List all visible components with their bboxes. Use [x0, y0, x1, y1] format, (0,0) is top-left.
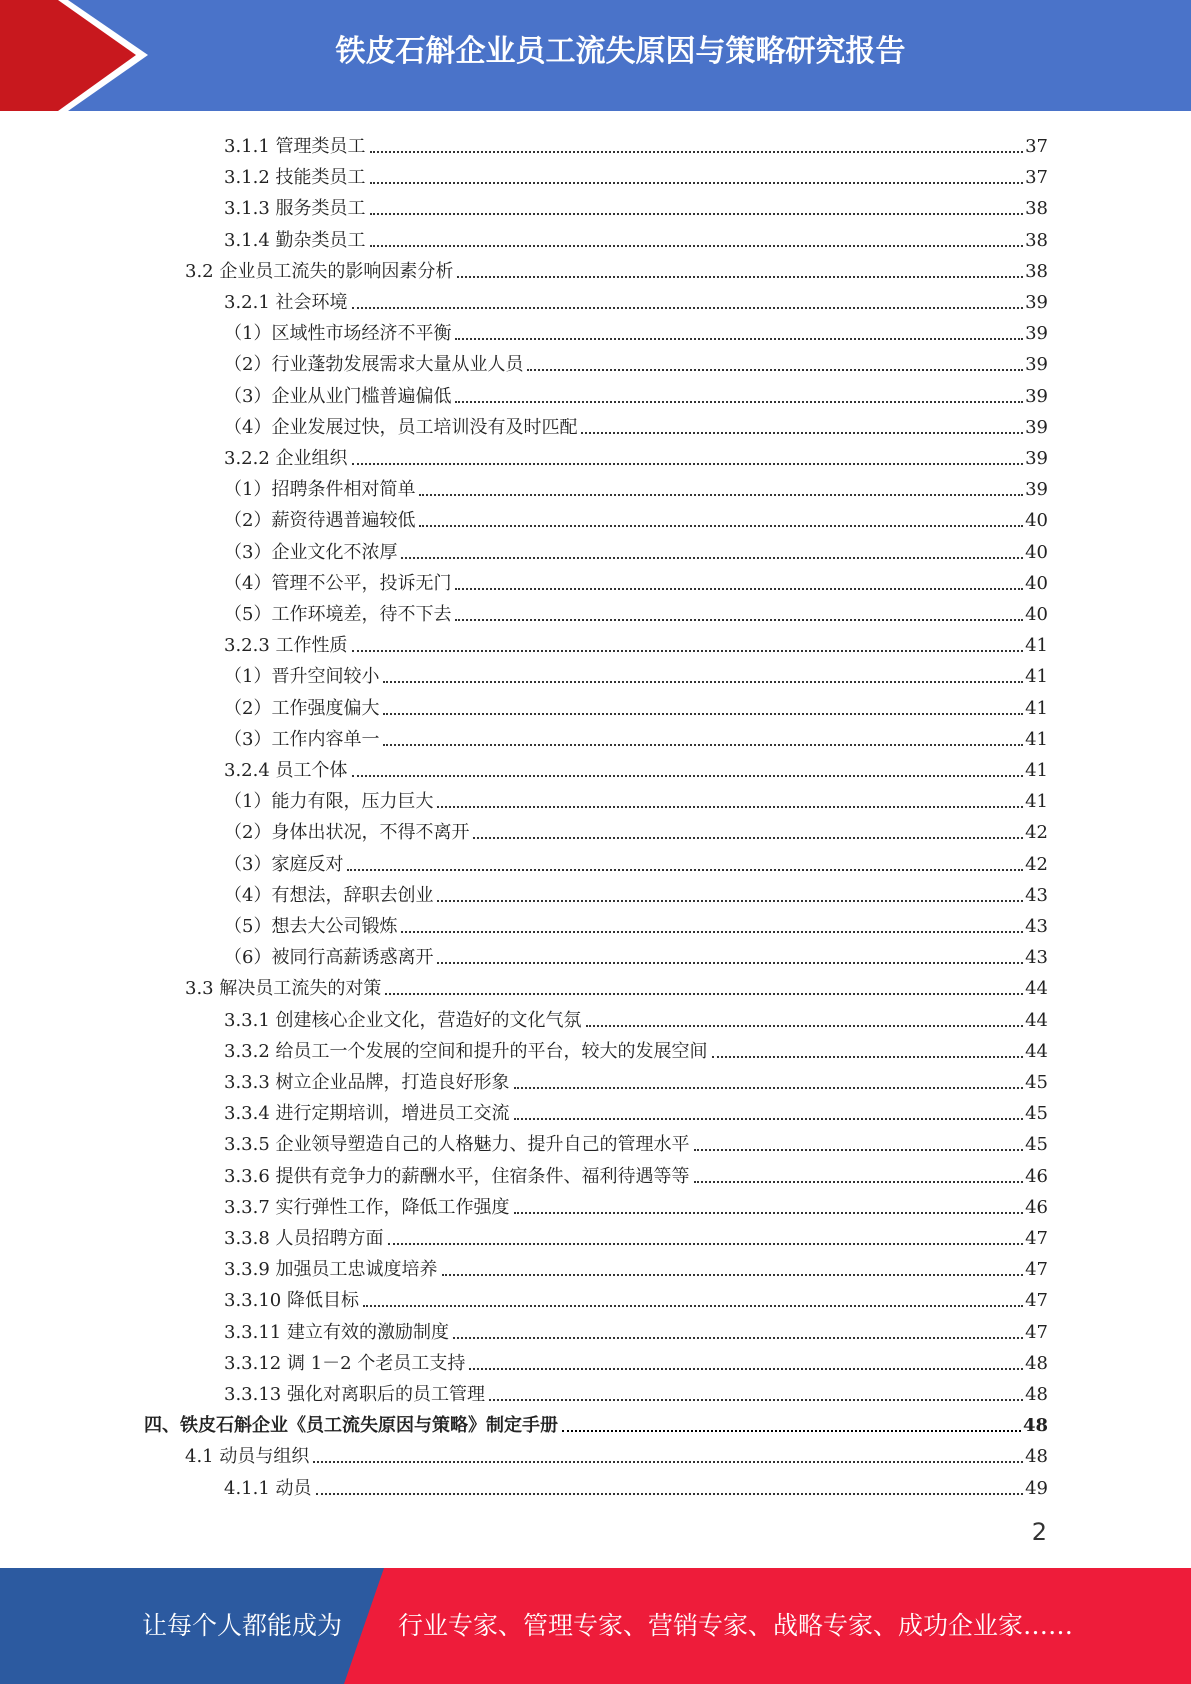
toc-entry-page: 38 — [1025, 229, 1048, 251]
toc-entry-label: （6）被同行高薪诱惑离开 — [224, 947, 434, 969]
toc-entry[interactable] — [224, 471, 1048, 501]
toc-entry[interactable] — [224, 627, 1048, 657]
toc-entry-label: 四、铁皮石斛企业《员工流失原因与策略》制定手册 — [144, 1415, 558, 1437]
toc-entry-label: 3.2.2 企业组织 — [224, 448, 348, 469]
toc-entry-page: 40 — [1025, 572, 1048, 594]
toc-entry-page: 48 — [1025, 1446, 1048, 1468]
toc-entry-page: 43 — [1025, 884, 1048, 906]
toc-entry-label: （2）薪资待遇普遍较低 — [224, 510, 416, 532]
toc-entry[interactable] — [224, 877, 1048, 907]
toc-entry-label: 3.3.11 建立有效的激励制度 — [224, 1321, 449, 1343]
toc-entry-label: 3.3.12 调 1－2 个老员工支持 — [224, 1352, 466, 1374]
toc-entry-page: 39 — [1025, 323, 1048, 345]
toc-entry[interactable] — [185, 1438, 1048, 1468]
toc-entry[interactable] — [224, 440, 1048, 470]
toc-entry-page: 47 — [1025, 1259, 1048, 1281]
footer-slogan-left: 让每个人都能成为 — [142, 1611, 343, 1640]
toc-entry[interactable] — [224, 378, 1048, 408]
toc-entry[interactable] — [224, 690, 1048, 720]
toc-entry-page: 41 — [1025, 760, 1048, 781]
toc-leader-dots — [352, 775, 1024, 777]
toc-leader-dots — [352, 463, 1024, 465]
toc-entry-label: （4）有想法，辞职去创业 — [224, 884, 434, 906]
toc-leader-dots — [370, 151, 1024, 153]
toc-entry-label: （1）区域性市场经济不平衡 — [224, 323, 452, 345]
toc-entry-label: （2）行业蓬勃发展需求大量从业人员 — [224, 354, 524, 376]
toc-entry[interactable] — [224, 128, 1048, 158]
toc-entry-label: 4.1.1 动员 — [224, 1477, 312, 1499]
toc-leader-dots — [694, 1181, 1024, 1183]
toc-entry-label: （3）工作内容单一 — [224, 728, 380, 750]
toc-entry[interactable] — [224, 1314, 1048, 1344]
toc-entry-label: （1）招聘条件相对简单 — [224, 479, 416, 501]
toc-entry-label: （1）能力有限，压力巨大 — [224, 791, 434, 813]
toc-leader-dots — [455, 619, 1023, 621]
toc-entry[interactable] — [224, 1126, 1048, 1156]
toc-entry-label: 3.1.1 管理类员工 — [224, 136, 366, 157]
toc-entry-label: （1）晋升空间较小 — [224, 666, 380, 688]
toc-entry-page: 39 — [1025, 416, 1048, 438]
toc-entry-label: 4.1 动员与组织 — [185, 1446, 310, 1468]
toc-entry[interactable] — [224, 783, 1048, 813]
toc-entry[interactable] — [224, 1002, 1048, 1032]
toc-leader-dots — [401, 931, 1023, 933]
toc-entry-label: 3.2 企业员工流失的影响因素分析 — [185, 260, 454, 282]
toc-entry-page: 41 — [1025, 666, 1048, 688]
toc-entry-label: 3.1.2 技能类员工 — [224, 167, 366, 189]
toc-entry-page: 39 — [1025, 354, 1048, 376]
toc-entry-page: 44 — [1025, 978, 1048, 1000]
toc-leader-dots — [514, 1118, 1024, 1120]
toc-entry[interactable] — [224, 409, 1048, 439]
toc-leader-dots — [586, 1025, 1024, 1027]
toc-entry-label: （3）企业从业门槛普遍偏低 — [224, 385, 452, 407]
toc-leader-dots — [455, 401, 1023, 403]
toc-entry-page: 47 — [1025, 1290, 1048, 1312]
toc-entry[interactable] — [224, 1251, 1048, 1281]
toc-entry[interactable] — [185, 970, 1048, 1000]
toc-leader-dots — [581, 432, 1023, 434]
toc-entry-page: 42 — [1025, 822, 1048, 844]
toc-entry[interactable] — [224, 190, 1048, 220]
toc-entry-label: 3.1.4 勤杂类员工 — [224, 229, 366, 251]
toc-entry-label: （4）企业发展过快，员工培训没有及时匹配 — [224, 416, 578, 438]
toc-entry-label: （4）管理不公平，投诉无门 — [224, 572, 452, 594]
toc-entry-label: 3.3.6 提供有竞争力的薪酬水平，住宿条件、福利待遇等等 — [224, 1165, 690, 1187]
toc-leader-dots — [363, 1305, 1023, 1307]
toc-entry-page: 39 — [1025, 292, 1048, 313]
toc-leader-dots — [383, 713, 1023, 715]
toc-leader-dots — [453, 1337, 1023, 1339]
toc-entry-page: 48 — [1025, 1384, 1048, 1405]
toc-leader-dots — [489, 1399, 1023, 1401]
toc-entry-label: 3.3 解决员工流失的对策 — [185, 978, 382, 1000]
toc-leader-dots — [401, 557, 1023, 559]
toc-leader-dots — [527, 369, 1023, 371]
toc-leader-dots — [370, 182, 1024, 184]
toc-leader-dots — [469, 1368, 1023, 1370]
toc-entry-label: 3.3.13 强化对离职后的员工管理 — [224, 1384, 485, 1405]
toc-entry-page: 37 — [1025, 167, 1048, 189]
toc-leader-dots — [712, 1056, 1024, 1058]
toc-entry[interactable] — [224, 1095, 1048, 1125]
toc-entry-page: 42 — [1025, 853, 1048, 875]
toc-leader-dots — [385, 993, 1023, 995]
toc-leader-dots — [316, 1493, 1024, 1495]
toc-entry[interactable] — [224, 1282, 1048, 1312]
toc-entry-page: 40 — [1025, 604, 1048, 625]
page-header — [0, 0, 1191, 111]
toc-entry[interactable] — [224, 502, 1048, 532]
toc-entry-label: 3.2.1 社会环境 — [224, 292, 348, 313]
toc-entry[interactable] — [224, 721, 1048, 751]
toc-entry-label: 3.3.10 降低目标 — [224, 1290, 359, 1312]
toc-entry-label: 3.3.5 企业领导塑造自己的人格魅力、提升自己的管理水平 — [224, 1134, 690, 1156]
toc-entry-page: 47 — [1025, 1228, 1048, 1249]
toc-leader-dots — [514, 1212, 1024, 1214]
toc-leader-dots — [457, 276, 1023, 278]
toc-entry[interactable] — [224, 1470, 1048, 1500]
toc-leader-dots — [437, 806, 1023, 808]
toc-entry-page: 43 — [1025, 916, 1048, 937]
toc-leader-dots — [514, 1087, 1024, 1089]
toc-entry-page: 39 — [1025, 448, 1048, 469]
toc-entry[interactable] — [224, 284, 1048, 314]
toc-entry-page: 44 — [1025, 1009, 1048, 1031]
toc-entry-page: 41 — [1025, 728, 1048, 750]
toc-entry-page: 48 — [1025, 1352, 1048, 1374]
toc-entry-label: 3.1.3 服务类员工 — [224, 198, 366, 220]
toc-entry[interactable] — [224, 1220, 1048, 1250]
toc-entry[interactable] — [185, 253, 1048, 283]
toc-entry[interactable] — [224, 846, 1048, 876]
toc-entry[interactable] — [224, 658, 1048, 688]
toc-leader-dots — [352, 650, 1024, 652]
toc-entry[interactable] — [224, 1064, 1048, 1094]
toc-entry-label: 3.3.9 加强员工忠诚度培养 — [224, 1259, 438, 1281]
toc-leader-dots — [313, 1461, 1023, 1463]
toc-entry-page: 45 — [1025, 1103, 1048, 1125]
toc-entry-page: 41 — [1025, 635, 1048, 657]
toc-entry[interactable] — [224, 315, 1048, 345]
footer-slogan-right: 行业专家、管理专家、营销专家、战略专家、成功企业家…… — [398, 1611, 1074, 1640]
toc-leader-dots — [370, 213, 1024, 215]
toc-entry-page: 44 — [1025, 1040, 1048, 1062]
toc-entry-page: 46 — [1025, 1196, 1048, 1218]
toc-entry-page: 41 — [1025, 791, 1048, 813]
toc-entry[interactable] — [224, 752, 1048, 782]
toc-entry-page: 40 — [1025, 510, 1048, 532]
toc-entry-label: （3）企业文化不浓厚 — [224, 541, 398, 563]
toc-leader-dots — [473, 837, 1023, 839]
toc-entry[interactable] — [224, 565, 1048, 595]
toc-entry-page: 41 — [1025, 697, 1048, 719]
toc-entry-page: 38 — [1025, 198, 1048, 220]
toc-entry-label: 3.3.8 人员招聘方面 — [224, 1228, 384, 1249]
toc-entry-label: （2）工作强度偏大 — [224, 697, 380, 719]
toc-entry-label: 3.2.3 工作性质 — [224, 635, 348, 657]
toc-entry[interactable] — [224, 908, 1048, 938]
toc-entry-label: 3.3.1 创建核心企业文化，营造好的文化气氛 — [224, 1009, 582, 1031]
toc-entry-page: 45 — [1025, 1134, 1048, 1156]
toc-entry[interactable] — [144, 1407, 1048, 1437]
toc-entry-page: 39 — [1025, 479, 1048, 501]
page-number: 2 — [1031, 1518, 1047, 1546]
toc-leader-dots — [347, 869, 1023, 871]
toc-leader-dots — [455, 338, 1023, 340]
toc-entry-page: 37 — [1025, 136, 1048, 157]
toc-entry-page: 43 — [1025, 947, 1048, 969]
toc-entry-page: 46 — [1025, 1165, 1048, 1187]
toc-leader-dots — [442, 1274, 1024, 1276]
toc-leader-dots — [437, 900, 1023, 902]
page-footer — [0, 1568, 1191, 1684]
toc-entry-page: 48 — [1022, 1415, 1048, 1437]
toc-entry-label: 3.3.3 树立企业品牌，打造良好形象 — [224, 1072, 510, 1093]
toc-leader-dots — [694, 1149, 1024, 1151]
toc-entry-label: （5）想去大公司锻炼 — [224, 916, 398, 937]
toc-entry[interactable] — [224, 596, 1048, 626]
toc-entry-page: 49 — [1025, 1477, 1048, 1499]
toc-entry[interactable] — [224, 159, 1048, 189]
toc-entry[interactable] — [224, 939, 1048, 969]
toc-entry-page: 40 — [1025, 541, 1048, 563]
toc-entry[interactable] — [224, 346, 1048, 376]
toc-leader-dots — [455, 588, 1023, 590]
toc-entry-label: 3.2.4 员工个体 — [224, 760, 348, 781]
toc-entry-label: 3.3.7 实行弹性工作，降低工作强度 — [224, 1196, 510, 1218]
toc-entry-page: 39 — [1025, 385, 1048, 407]
toc-entry[interactable] — [224, 814, 1048, 844]
toc-entry[interactable] — [224, 1376, 1048, 1406]
toc-entry-label: 3.3.2 给员工一个发展的空间和提升的平台，较大的发展空间 — [224, 1040, 708, 1062]
toc-entry[interactable] — [224, 1158, 1048, 1188]
toc-entry-label: 3.3.4 进行定期培训，增进员工交流 — [224, 1103, 510, 1125]
toc-leader-dots — [419, 525, 1023, 527]
report-title: 铁皮石斛企业员工流失原因与策略研究报告 — [335, 34, 906, 69]
toc-entry-label: （3）家庭反对 — [224, 853, 344, 875]
toc-entry[interactable] — [224, 222, 1048, 252]
toc-leader-dots — [388, 1243, 1024, 1245]
toc-entry-page: 45 — [1025, 1072, 1048, 1093]
toc-leader-dots — [437, 962, 1023, 964]
toc-leader-dots — [370, 245, 1024, 247]
toc-leader-dots — [383, 681, 1023, 683]
toc-entry[interactable] — [224, 1345, 1048, 1375]
toc-leader-dots — [383, 744, 1023, 746]
toc-entry[interactable] — [224, 1033, 1048, 1063]
toc-entry[interactable] — [224, 1189, 1048, 1219]
toc-leader-dots — [562, 1430, 1021, 1432]
toc-entry-page: 47 — [1025, 1321, 1048, 1343]
toc-entry[interactable] — [224, 534, 1048, 564]
toc-leader-dots — [419, 494, 1023, 496]
toc-entry-label: （2）身体出状况，不得不离开 — [224, 822, 470, 844]
toc-entry-page: 38 — [1025, 260, 1048, 282]
toc-leader-dots — [352, 307, 1024, 309]
toc-entry-label: （5）工作环境差，待不下去 — [224, 604, 452, 625]
